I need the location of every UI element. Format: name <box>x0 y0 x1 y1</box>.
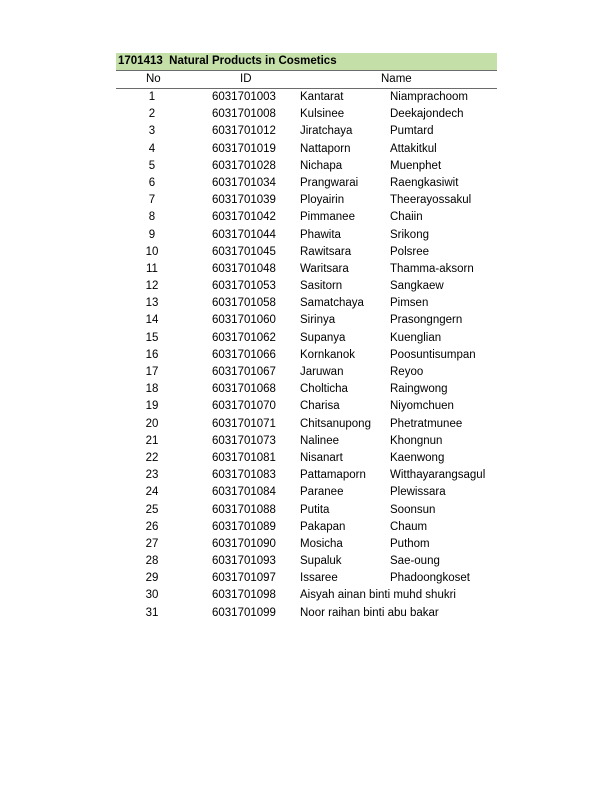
table-row <box>116 416 497 433</box>
student-last-name: Sangkaew <box>390 280 444 293</box>
table-row <box>116 261 497 278</box>
table-row <box>116 381 497 398</box>
student-last-name: Poosuntisumpan <box>390 348 476 361</box>
student-first-name: Mosicha <box>300 537 343 550</box>
student-number: 6 <box>148 176 156 189</box>
student-last-name: Pimsen <box>390 297 429 310</box>
course-code: 1701413 <box>118 55 163 67</box>
table-row <box>116 536 497 553</box>
course-title: Natural Products in Cosmetics <box>169 55 337 67</box>
table-row <box>116 330 497 347</box>
student-last-name: Muenphet <box>390 159 442 172</box>
student-first-name: Cholticha <box>300 383 348 396</box>
student-id: 6031701060 <box>212 314 276 327</box>
table-row <box>116 364 497 381</box>
table-row <box>116 587 497 604</box>
student-id: 6031701042 <box>212 211 276 224</box>
table-row <box>116 123 497 140</box>
student-number: 13 <box>145 297 159 310</box>
column-header-id: ID <box>240 73 252 85</box>
student-number: 12 <box>145 280 159 293</box>
student-last-name: Niamprachoom <box>390 91 468 103</box>
student-id: 6031701097 <box>212 572 276 585</box>
student-first-name: Issaree <box>300 572 338 585</box>
student-id: 6031701003 <box>212 91 276 103</box>
student-id: 6031701062 <box>212 331 276 344</box>
student-id: 6031701034 <box>212 176 276 189</box>
student-id: 6031701028 <box>212 159 276 172</box>
student-last-name: Raingwong <box>390 383 448 396</box>
student-id: 6031701067 <box>212 366 276 378</box>
student-id: 6031701083 <box>212 469 276 482</box>
student-first-name: Ployairin <box>300 194 345 207</box>
table-row <box>116 519 497 536</box>
student-first-name: Kantarat <box>300 91 344 103</box>
student-number: 3 <box>148 125 156 138</box>
column-header-row <box>116 71 497 89</box>
student-last-name: Thamma-aksorn <box>390 262 474 275</box>
student-first-name: Charisa <box>300 400 340 413</box>
student-number: 8 <box>148 211 156 224</box>
table-row <box>116 192 497 209</box>
student-id: 6031701068 <box>212 383 276 396</box>
student-number: 17 <box>145 366 159 378</box>
table-row <box>116 484 497 501</box>
student-id: 6031701081 <box>212 451 276 464</box>
student-first-name: Nattaporn <box>300 142 351 155</box>
student-number: 11 <box>146 262 158 275</box>
student-id: 6031701044 <box>212 228 276 241</box>
student-first-name: Kulsinee <box>300 108 345 121</box>
student-number: 27 <box>145 537 159 550</box>
student-number: 20 <box>145 417 159 430</box>
student-last-name: Phadoongkoset <box>390 572 470 585</box>
student-number: 16 <box>145 348 159 361</box>
table-row <box>116 398 497 415</box>
student-number: 24 <box>145 486 159 499</box>
student-number: 10 <box>145 245 159 258</box>
student-number: 18 <box>145 383 159 396</box>
student-id: 6031701048 <box>212 262 276 275</box>
student-first-name: Supanya <box>300 331 346 344</box>
student-first-name: Nalinee <box>300 434 339 447</box>
student-id: 6031701071 <box>212 417 276 430</box>
table-row <box>116 467 497 484</box>
student-last-name: Polsree <box>390 245 429 258</box>
student-number: 14 <box>145 314 159 327</box>
student-number: 15 <box>145 331 159 344</box>
student-first-name: Pakapan <box>300 520 346 533</box>
student-last-name: Niyomchuen <box>390 400 454 413</box>
student-last-name: Reyoo <box>390 366 424 378</box>
student-last-name: Witthayarangsagul <box>390 469 486 482</box>
student-id: 6031701084 <box>212 486 276 499</box>
student-number: 9 <box>148 228 156 241</box>
table-row <box>116 605 497 622</box>
student-number: 31 <box>145 606 159 619</box>
student-first-name: Nisanart <box>300 451 343 464</box>
table-row <box>116 89 497 106</box>
student-first-name: Jiratchaya <box>300 125 353 138</box>
student-first-name: Jaruwan <box>300 366 344 378</box>
student-last-name: Chaiin <box>390 211 423 224</box>
table-row <box>116 141 497 158</box>
student-first-name: Paranee <box>300 486 344 499</box>
student-list <box>116 89 497 622</box>
table-row <box>116 209 497 226</box>
student-id: 6031701045 <box>212 245 276 258</box>
student-last-name: Sae-oung <box>390 555 440 568</box>
student-last-name: Srikong <box>390 228 429 241</box>
student-number: 26 <box>145 520 159 533</box>
student-id: 6031701089 <box>212 520 276 533</box>
table-row <box>116 244 497 261</box>
student-id: 6031701093 <box>212 555 276 568</box>
table-row <box>116 278 497 295</box>
student-id: 6031701039 <box>212 194 276 207</box>
student-number: 23 <box>145 469 159 482</box>
student-id: 6031701008 <box>212 108 276 121</box>
course-header <box>116 53 497 71</box>
column-header-no: No <box>146 73 161 85</box>
student-first-name: Rawitsara <box>300 245 352 258</box>
student-first-name: Phawita <box>300 228 341 241</box>
student-last-name: Chaum <box>390 520 428 533</box>
student-first-name: Pattamaporn <box>300 469 366 482</box>
table-row <box>116 106 497 123</box>
student-id: 6031701099 <box>212 606 276 619</box>
table-row <box>116 227 497 244</box>
column-header-name: Name <box>381 73 412 85</box>
table-row <box>116 502 497 519</box>
student-id: 6031701012 <box>212 125 276 138</box>
student-number: 28 <box>145 555 159 568</box>
student-last-name: Theerayossakul <box>390 194 472 207</box>
student-number: 1 <box>148 91 156 103</box>
student-first-name: Noor raihan binti abu bakar <box>300 606 439 619</box>
student-number: 5 <box>148 159 156 172</box>
student-last-name: Attakitkul <box>390 142 437 155</box>
student-first-name: Kornkanok <box>300 348 355 361</box>
class-roster-sheet <box>116 53 497 622</box>
table-row <box>116 295 497 312</box>
student-last-name: Deekajondech <box>390 108 464 121</box>
student-id: 6031701073 <box>212 434 276 447</box>
table-row <box>116 158 497 175</box>
student-id: 6031701058 <box>212 297 276 310</box>
student-number: 25 <box>145 503 159 516</box>
student-last-name: Plewissara <box>390 486 446 499</box>
student-number: 2 <box>148 108 156 121</box>
student-first-name: Prangwarai <box>300 176 359 189</box>
student-last-name: Kuenglian <box>390 331 442 344</box>
table-row <box>116 312 497 329</box>
student-number: 19 <box>145 400 159 413</box>
student-first-name: Chitsanupong <box>300 417 371 430</box>
student-first-name: Nichapa <box>300 159 343 172</box>
student-first-name: Samatchaya <box>300 297 364 310</box>
student-first-name: Waritsara <box>300 262 349 275</box>
student-id: 6031701088 <box>212 503 276 516</box>
table-row <box>116 347 497 364</box>
table-row <box>116 570 497 587</box>
student-last-name: Soonsun <box>390 503 436 516</box>
student-number: 22 <box>145 451 159 464</box>
student-first-name: Supaluk <box>300 555 342 568</box>
student-last-name: Raengkasiwit <box>390 176 459 189</box>
table-row <box>116 175 497 192</box>
student-id: 6031701070 <box>212 400 276 413</box>
student-last-name: Kaenwong <box>390 451 445 464</box>
student-first-name: Putita <box>300 503 330 516</box>
student-id: 6031701019 <box>212 142 276 155</box>
student-id: 6031701098 <box>212 589 276 602</box>
student-number: 21 <box>145 434 159 447</box>
table-row <box>116 450 497 467</box>
student-first-name: Sasitorn <box>300 280 343 293</box>
student-id: 6031701090 <box>212 537 276 550</box>
student-first-name: Pimmanee <box>300 211 355 224</box>
student-number: 4 <box>148 142 156 155</box>
student-first-name: Sirinya <box>300 314 336 327</box>
student-last-name: Prasongngern <box>390 314 463 327</box>
student-last-name: Puthom <box>390 537 430 550</box>
student-last-name: Pumtard <box>390 125 434 138</box>
student-last-name: Khongnun <box>390 434 443 447</box>
student-number: 7 <box>148 194 156 207</box>
student-number: 30 <box>145 589 159 602</box>
table-row <box>116 553 497 570</box>
student-number: 29 <box>145 572 159 585</box>
student-id: 6031701053 <box>212 280 276 293</box>
student-first-name: Aisyah ainan binti muhd shukri <box>300 589 456 602</box>
table-row <box>116 433 497 450</box>
student-id: 6031701066 <box>212 348 276 361</box>
student-last-name: Phetratmunee <box>390 417 463 430</box>
